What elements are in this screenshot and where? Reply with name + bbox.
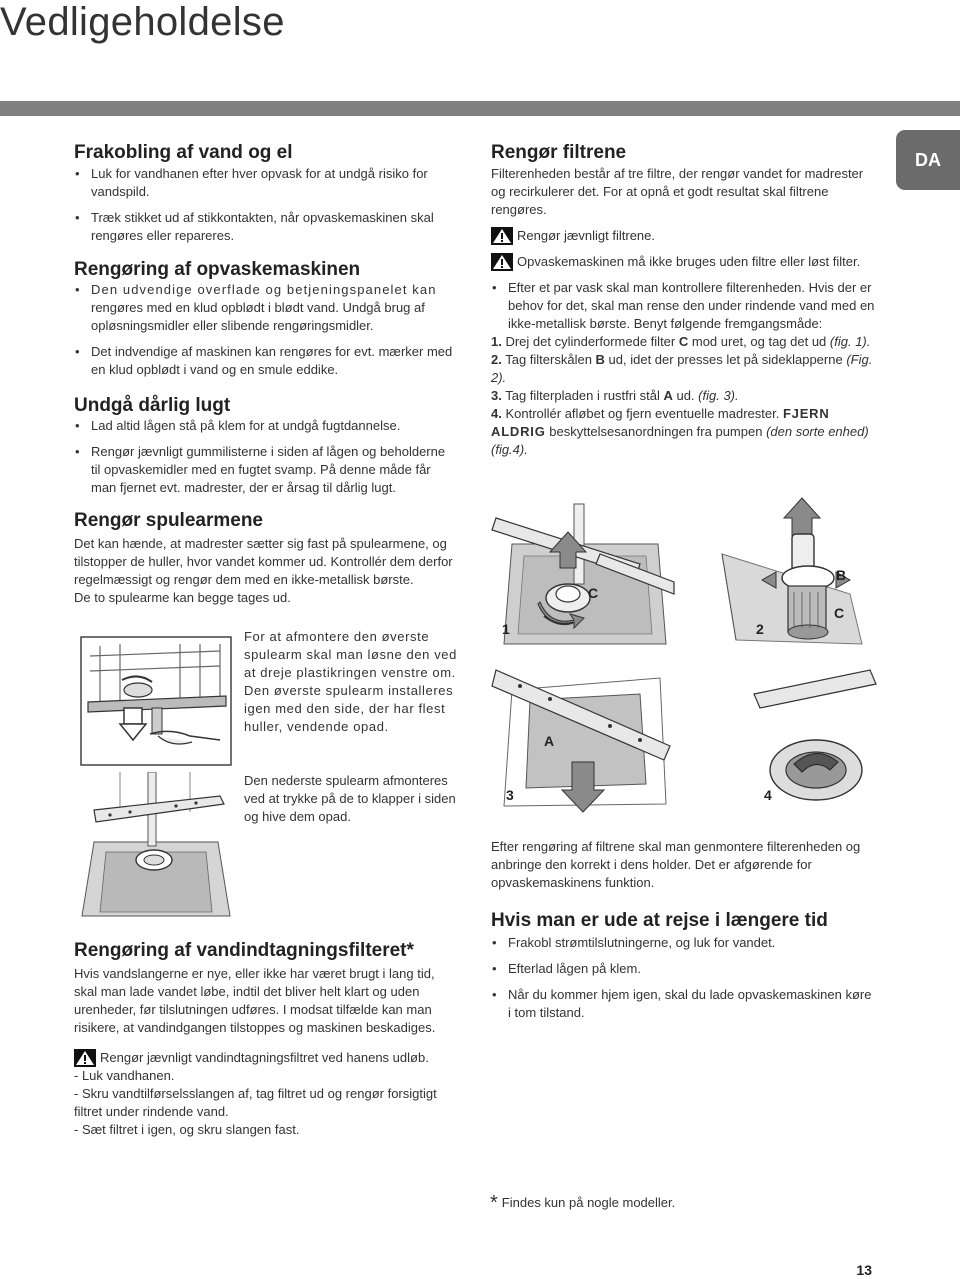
warning-text: Rengør jævnligt filtrene. — [517, 228, 655, 243]
filtre-list — [491, 279, 875, 333]
warning-line — [491, 253, 875, 271]
warning-triangle-icon — [491, 253, 513, 271]
filtre-after-section — [491, 838, 875, 1030]
caption-upper-arm: For at afmontere den øverste spulearm skal man løsne den ved at dreje plastikringen venstre om. Den øverste spulearm installeres igen med den side, der har flest huller, vendende opad. — [244, 629, 457, 734]
heading-rejse: Hvis man er ude at rejse i længere tid — [491, 910, 828, 931]
list-item — [74, 281, 458, 335]
step-text: - Sæt filtret i igen, og skru slangen fast. — [74, 1122, 300, 1137]
warning-triangle-icon — [74, 1049, 96, 1067]
left-column-top — [74, 142, 458, 505]
filter-step-2: 2. Tag filterskålen B ud, idet der presses let på sideklapperne (Fig. 2). — [491, 352, 873, 385]
warning-text: Rengør jævnligt vandindtagningsfiltret ved hanens udløb. — [100, 1050, 429, 1065]
bullet-text: Efter et par vask skal man kontrollere filterenheden. Hvis der er behov for det, skal man rense den under rindende vand med en ikke-metallisk børste. Benyt følgende fremgangsmåde: — [508, 280, 875, 331]
page-title: Vedligeholdelse — [0, 0, 285, 44]
page-number: 13 — [856, 1262, 872, 1278]
warning-triangle-icon — [491, 227, 513, 245]
upper-spray-arm-figure — [80, 636, 232, 766]
bullet-text: rengøres med en klud opblødt i blødt vand. Undgå brug af opløsningsmidler eller slibende rengøringsmidler. — [91, 300, 425, 333]
warning-line — [74, 1049, 458, 1067]
list-item: • Træk stikket ud af stikkontakten, når opvaskemaskinen skal rengøres eller repareres. — [74, 209, 458, 245]
rengoring-list — [74, 281, 458, 379]
filter-figure-4 — [748, 660, 876, 806]
svg-text:1: 1 — [502, 621, 510, 637]
frakobling-list — [74, 165, 458, 245]
warning-text: Opvaskemaskinen må ikke bruges uden filtre eller løst filter. — [517, 254, 861, 269]
footnote-text: Findes kun på nogle modeller. — [501, 1195, 676, 1210]
list-item: • Når du kommer hjem igen, skal du lade opvaskemaskinen køre i tom tilstand. — [491, 986, 875, 1022]
heading-vandindtag: Rengøring af vandindtagningsfilteret* — [74, 940, 414, 961]
caption-lower-arm: Den nederste spulearm afmonteres ved at trykke på de to klapper i siden og hive dem opad. — [244, 773, 456, 824]
filter-step-3: 3. Tag filterpladen i rustfri stål A ud. (fig. 3). — [491, 388, 739, 403]
footnote-mark: * — [490, 1192, 498, 1214]
filter-step-4: 4. Kontrollér afløbet og fjern eventuelle madrester. FJERN ALDRIG beskyttelsesanordningen fra pumpen (den sorte enhed) (fig.4). — [491, 406, 869, 457]
filter-step-1: 1. Drej det cylinderformede filter C mod uret, og tag det ud (fig. 1). — [491, 334, 871, 349]
svg-text:C: C — [834, 605, 845, 621]
list-item: • Frakobl strømtilslutningerne, og luk for vandet. — [491, 934, 875, 952]
rejse-list — [491, 934, 875, 1022]
filter-figures — [490, 494, 880, 816]
lugt-list — [74, 417, 458, 497]
list-item: • Efterlad lågen på klem. — [491, 960, 875, 978]
svg-text:2: 2 — [756, 621, 764, 637]
heading-filtre: Rengør filtrene — [491, 142, 627, 163]
filter-figure-1 — [492, 504, 674, 656]
spulearme-section — [74, 510, 458, 607]
filtre-section — [491, 142, 875, 459]
svg-text:B: B — [836, 567, 847, 583]
heading-lugt: Undgå dårlig lugt — [74, 395, 231, 416]
filter-figure-3 — [492, 670, 670, 812]
vandindtag-para: Hvis vandslangerne er nye, eller ikke har været brugt i lang tid, skal man lade vandet løbe, indtil det bliver helt klart og uden urenheder, før tilslutningen udføres. I modsat tilfælde kan man risikere, at vandindgangen tilstoppes og maskinen beskadiges. — [74, 966, 436, 1035]
svg-text:3: 3 — [506, 787, 514, 803]
step-text: - Luk vandhanen. — [74, 1068, 175, 1083]
list-item: • Luk for vandhanen efter hver opvask for at undgå risiko for vandspild. — [74, 165, 458, 201]
warning-line — [491, 227, 875, 245]
spulearme-para: Det kan hænde, at madrester sætter sig fast på spulearmene, og tilstopper de huller, hvor vandet kommer ud. Kontrollér dem derfor regelmæssigt og rengør dem med en ikke-metallisk børste. — [74, 536, 453, 587]
header-rule — [0, 101, 960, 116]
filtre-intro: Filterenheden består af tre filtre, der rengør vandet for madrester og recirkulerer det. For at opnå et godt resultat skal filtrene rengøres. — [491, 166, 864, 217]
svg-text:A: A — [544, 733, 555, 749]
list-item — [491, 279, 875, 333]
heading-rengoring: Rengøring af opvaskemaskinen — [74, 259, 361, 280]
bullet-text-spaced: Den udvendige overflade og betjeningspanelet kan — [91, 282, 437, 297]
filter-figure-2 — [722, 498, 862, 644]
footnote — [490, 1192, 675, 1215]
heading-frakobling: Frakobling af vand og el — [74, 142, 293, 163]
list-item: • Lad altid lågen stå på klem for at undgå fugtdannelse. — [74, 417, 458, 435]
list-item: • Rengør jævnligt gummilisterne i siden af lågen og beholderne til opvaskemidler med en fugtet svamp. På denne måde får man fjernet evt. madrester, der er årsag til dårlig lugt. — [74, 443, 458, 497]
vandindtag-section — [74, 940, 458, 1139]
language-tab: DA — [896, 130, 960, 190]
filtre-after-text: Efter rengøring af filtrene skal man genmontere filterenheden og anbringe den korrekt i dens holder. Det er afgørende for opvaskemaskinens funktion. — [491, 839, 861, 890]
heading-spulearme: Rengør spulearmene — [74, 510, 263, 531]
lower-spray-arm-figure — [80, 772, 232, 918]
svg-text:4: 4 — [764, 787, 772, 803]
spulearme-para2: De to spulearme kan begge tages ud. — [74, 590, 291, 605]
list-item: • Det indvendige af maskinen kan rengøres for evt. mærker med en klud opblødt i vand og en smule eddike. — [74, 343, 458, 379]
svg-text:C: C — [588, 585, 599, 601]
step-text: - Skru vandtilførselsslangen af, tag filtret ud og rengør forsigtigt filtret under rindende vand. — [74, 1086, 437, 1119]
